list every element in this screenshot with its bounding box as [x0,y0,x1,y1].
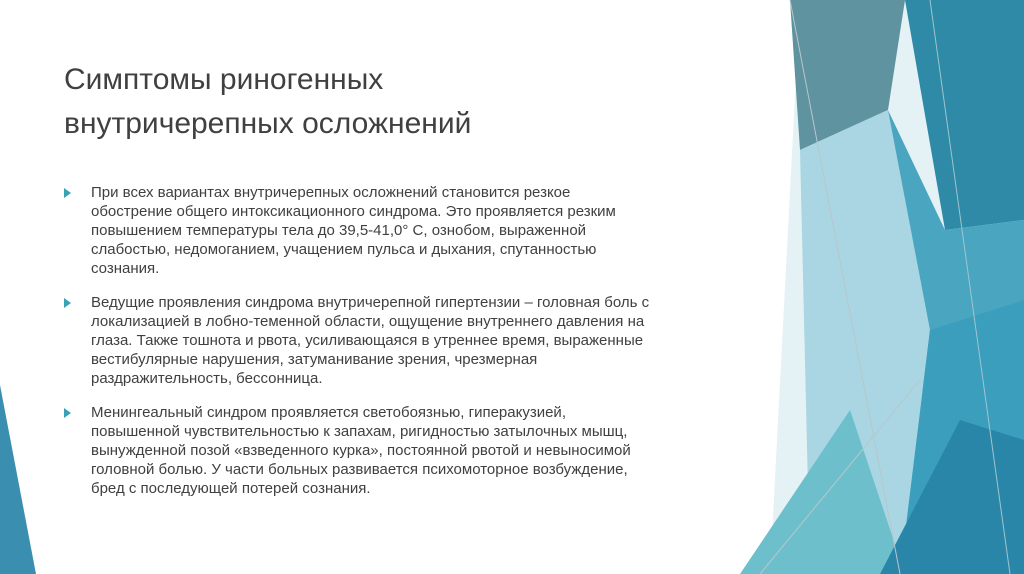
bullet-1-line-2: обострение общего интоксикационного синдрома. Это проявляется резким [91,203,616,220]
bullet-text-3 [91,403,776,498]
bullet-2-line-4: вестибулярные нарушения, затуманивание зрения, чрезмерная [91,351,538,368]
bullet-arrow-icon [64,188,71,198]
bullet-2-line-5: раздражительность, бессонница. [91,370,323,387]
bullet-1-line-4: слабостью, недомоганием, учащением пульса и дыхания, спутанностью [91,241,597,258]
bullet-1-line-1: При всех вариантах внутричерепных осложнений становится резкое [91,184,571,201]
bullet-2-line-2: локализацией в лобно-теменной области, ощущение внутреннего давления на [91,313,645,330]
bullet-3-line-3: вынужденной позой «взведенного курка», постоянной рвотой и невыносимой [91,442,631,459]
bullet-3-line-4: головной болью. У части больных развивается психомоторное возбуждение, [91,461,628,478]
left-edge-accent [0,385,36,574]
bullet-arrow-icon [64,298,71,308]
slide-title-line-2: внутричерепных осложнений [64,107,472,140]
bullet-3-line-1: Менингеальный синдром проявляется светобоязнью, гиперакузией, [91,404,566,421]
bullet-1-line-3: повышением температуры тела до 39,5-41,0° С, ознобом, выраженной [91,222,587,239]
bullet-3-line-5: бред с последующей потерей сознания. [91,480,371,497]
bullet-2-line-3: глаза. Также тошнота и рвота, усиливающаяся в утреннее время, выраженные [91,332,644,349]
bullet-item-3 [64,403,776,498]
bullet-2-line-1: Ведущие проявления синдрома внутричерепной гипертензии – головная боль с [91,294,650,311]
bullet-3-line-2: повышенной чувствительностью к запахам, ригидностью затылочных мышц, [91,423,628,440]
bullet-arrow-icon [64,408,71,418]
bullet-item-2 [64,293,776,388]
bullet-text-2 [91,293,776,388]
bullet-text-1 [91,183,776,278]
bullet-1-line-5: сознания. [91,260,160,277]
slide-title [64,58,744,146]
bullet-item-1 [64,183,776,278]
slide-title-line-1: Симптомы риногенных [64,63,384,96]
bullet-list [64,183,776,513]
